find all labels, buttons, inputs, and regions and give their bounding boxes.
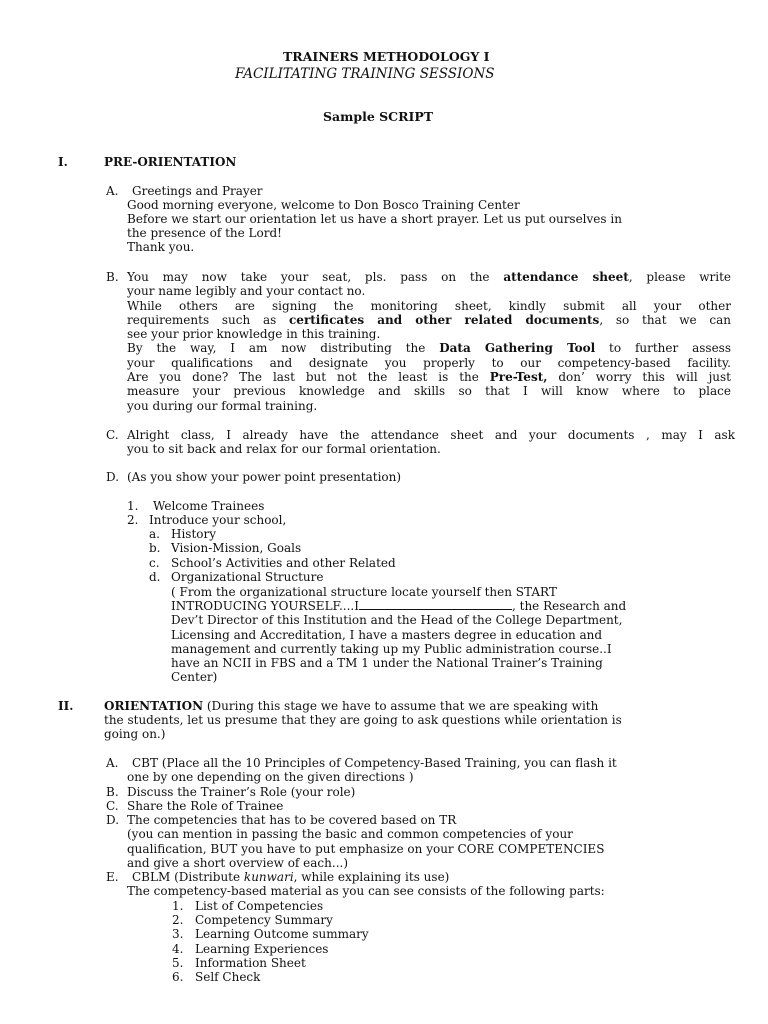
sublist-letter: a.	[149, 527, 160, 541]
item-a-line: Thank you.	[127, 240, 195, 254]
org-line: Licensing and Accreditation, I have a masters degree in education and	[171, 628, 603, 642]
list-num: 2.	[127, 513, 139, 527]
item-2d-line: (you can mention in passing the basic and common competencies of your	[127, 827, 573, 841]
sublist-item: Organizational Structure	[171, 570, 324, 584]
item-2d-line: The competencies that has to be covered based on TR	[127, 813, 457, 827]
document-subtitle: FACILITATING TRAINING SESSIONS	[235, 66, 495, 82]
item-2d-label: D.	[106, 813, 120, 827]
parts-item: Information Sheet	[195, 956, 306, 970]
parts-item: Learning Outcome summary	[195, 927, 369, 941]
parts-item: Self Check	[195, 970, 261, 984]
item-b-paragraph: You may now take your seat, pls. pass on the attendance sheet, please write your name legibly and your contact no. While others are signing the monitoring sheet, kindly submit all your other requirements such as certificates and other related documents, so that we can see your prior knowledge in this training. By the way, I am now distributing the Data Gathering Tool to further assess your qualifications and designate you properly to our competency-based facility. Are you done? The last but not the least is the Pre-Test, don’ worry this will just measure your previous knowledge and skills so that I will know where to place you during our formal training.	[127, 270, 732, 413]
org-intro-line: INTRODUCING YOURSELF....I , the Research and	[171, 599, 627, 613]
parts-num: 6.	[172, 970, 184, 984]
item-c-paragraph: Alright class, I already have the attendance sheet and your documents , may I ask you to sit back and relax for our formal orientation.	[127, 428, 735, 457]
item-c-label: C.	[106, 428, 119, 442]
sublist-letter: c.	[149, 556, 160, 570]
org-line: Center)	[171, 670, 218, 684]
item-d-label: D.	[106, 470, 120, 484]
item-a-line: Good morning everyone, welcome to Don Bosco Training Center	[127, 198, 520, 212]
item-2c-text: Share the Role of Trainee	[127, 799, 284, 813]
sublist-letter: d.	[149, 570, 161, 584]
section-1-heading: PRE-ORIENTATION	[104, 155, 237, 169]
item-b-label: B.	[106, 270, 119, 284]
item-2b-label: B.	[106, 785, 119, 799]
item-2e-line: The competency-based material as you can see consists of the following parts:	[127, 884, 605, 898]
item-2e-label: E.	[106, 870, 119, 884]
item-a-line: Before we start our orientation let us have a short prayer. Let us put ourselves in	[127, 212, 622, 226]
org-line: management and currently taking up my Public administration course..I	[171, 642, 612, 656]
parts-item: List of Competencies	[195, 899, 324, 913]
name-blank-line	[359, 599, 512, 610]
list-item: Welcome Trainees	[153, 499, 265, 513]
parts-num: 5.	[172, 956, 184, 970]
parts-num: 4.	[172, 942, 184, 956]
item-2d-line: and give a short overview of each...)	[127, 856, 349, 870]
item-2a-line: one by one depending on the given directions )	[127, 770, 414, 784]
item-d-line: (As you show your power point presentation)	[127, 470, 402, 484]
item-2c-label: C.	[106, 799, 119, 813]
item-a-line: the presence of the Lord!	[127, 226, 282, 240]
section-2-intro-line: the students, let us presume that they are going to ask questions while orientation is	[104, 713, 622, 727]
item-a-line: Greetings and Prayer	[132, 184, 263, 198]
list-item: Introduce your school,	[149, 513, 287, 527]
sublist-letter: b.	[149, 541, 161, 555]
section-2-numeral: II.	[58, 699, 74, 713]
item-2a-line: CBT (Place all the 10 Principles of Competency-Based Training, you can flash it	[132, 756, 617, 770]
section-1-numeral: I.	[58, 155, 68, 169]
section-2-intro-line: going on.)	[104, 727, 166, 741]
parts-item: Learning Experiences	[195, 942, 329, 956]
org-line: have an NCII in FBS and a TM 1 under the National Trainer’s Training	[171, 656, 603, 670]
item-2a-label: A.	[106, 756, 119, 770]
list-num: 1.	[127, 499, 139, 513]
org-line: ( From the organizational structure locate yourself then START	[171, 585, 557, 599]
section-2-heading: ORIENTATION	[104, 699, 204, 713]
item-2b-text: Discuss the Trainer’s Role (your role)	[127, 785, 356, 799]
parts-num: 1.	[172, 899, 184, 913]
section-2-heading-line: ORIENTATION (During this stage we have to assume that we are speaking with	[104, 699, 599, 713]
item-2d-line: qualification, BUT you have to put emphasize on your CORE COMPETENCIES	[127, 842, 605, 856]
sublist-item: History	[171, 527, 217, 541]
item-2e-line: CBLM (Distribute kunwari, while explaining its use)	[132, 870, 450, 884]
sublist-item: School’s Activities and other Related	[171, 556, 396, 570]
parts-num: 3.	[172, 927, 184, 941]
org-line: Dev’t Director of this Institution and the Head of the College Department,	[171, 613, 623, 627]
document-title: TRAINERS METHODOLOGY I	[283, 49, 490, 64]
sublist-item: Vision-Mission, Goals	[171, 541, 302, 555]
script-label: Sample SCRIPT	[323, 109, 434, 124]
parts-item: Competency Summary	[195, 913, 333, 927]
parts-num: 2.	[172, 913, 184, 927]
item-a-label: A.	[106, 184, 119, 198]
